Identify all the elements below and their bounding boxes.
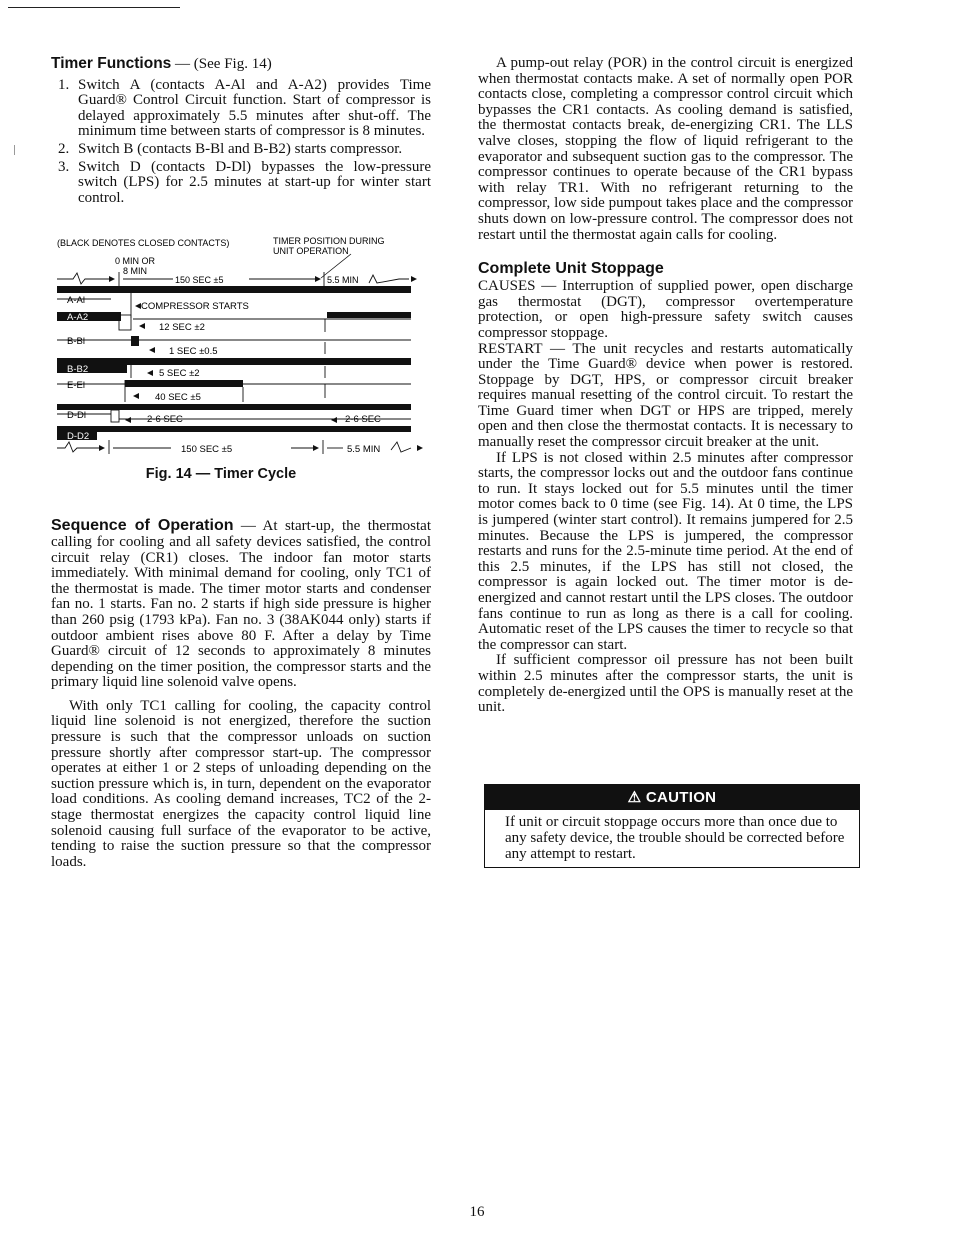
- row-label: B-B2: [67, 364, 89, 376]
- list-text: Switch A (contacts A-Al and A-A2) provides Time Guard® Control Circuit function. Start of compressor is delayed approximately 5.5 minutes after shut-off. The minimum time between starts of compressor is 8 minutes.: [78, 76, 431, 140]
- list-number: 2.: [58, 140, 70, 157]
- caution-text: If unit or circuit stoppage occurs more than once due to any safety device, the trouble should be corrected before any attempt to restart.: [505, 814, 845, 862]
- sequence-para-1: [51, 518, 431, 691]
- contact-bar-closed: [327, 312, 411, 318]
- contact-bar-closed: [57, 404, 411, 410]
- contact-bar-closed: [57, 286, 411, 293]
- arrow-icon: [331, 417, 337, 423]
- arrow-icon: [133, 393, 139, 399]
- contact-bar-closed: [57, 426, 411, 432]
- row-note: 40 SEC ±5: [155, 392, 201, 404]
- arrow-icon: [139, 323, 145, 329]
- bottom-55: 5.5 MIN: [347, 444, 381, 456]
- timer-functions-list: [51, 78, 431, 207]
- note-timer-2: UNIT OPERATION: [273, 246, 349, 257]
- row-note: COMPRESSOR STARTS: [141, 301, 249, 313]
- arrow-icon: [411, 276, 417, 282]
- arrow-icon: [135, 303, 141, 309]
- top-150: 150 SEC ±5: [175, 275, 224, 286]
- right-column: [478, 56, 853, 716]
- oil-paragraph: If sufficient compressor oil pressure has not been built within 2.5 minutes after the compressor starts, the unit is completely de-energized until the OPS is manually reset at the unit.: [478, 652, 853, 716]
- sequence-lead: — At start-up, the thermostat calling for cooling and all safety devices satisfied, the control circuit relay (CR1) closes. The indoor fan motor starts immediately. With minimal demand for cooling, only TC1 of the thermostat is made. The timer motor starts and condenser fan no. 1 starts. Fan no. 2 starts if high side pressure is higher than 260 psig (1793 kPa). Fan no. 3 (38AK044 only) starts if outdoor ambient rises above 80 F. After a delay by Time Guard® circuit of 12 seconds to approximately 8 minutes depending on the timer position, the compressor starts and the primary liquid line solenoid valve opens.: [51, 518, 432, 691]
- restart-paragraph: RESTART — The unit recycles and restarts automatically under the Time Guard® device when power is restored. Stoppage by DGT, HPS, or compressor circuit breaker requires manual resetting of the control circuit. To restart the Time Guard timer when DGT or HPS are tripped, merely open and then close the thermostat contacts. It is necessary to manually reset the compressor circuit breaker at the unit.: [478, 340, 853, 451]
- arrow-icon: [147, 370, 153, 376]
- bottom-break-line: [57, 442, 99, 452]
- row-note: 2-6 SEC: [147, 414, 183, 426]
- row-label: A-A2: [67, 312, 89, 324]
- zero-min-2: 8 MIN: [123, 266, 148, 277]
- row-label: D-Dl: [67, 410, 86, 422]
- lps-paragraph: If LPS is not closed within 2.5 minutes after compressor starts, the compressor locks out and the outdoor fans continue to run. It stays locked out for 5.5 minutes until the timer motor comes back to 0 time (see Fig. 14). At 0 time, the LPS is jumpered (winter start control). It remains jumpered for 2.5 minutes. Because the LPS is jumpered, the compressor restarts and runs for the 2.5-minute time period. At the end of this 2.5 minutes, if the LPS has still not closed, the compressor is again locked out. The timer motor is de-energized and cannot restart until the LPS closes. The outdoor fans continue to run as long as there is a call for cooling. Automatic reset of the LPS causes the timer to recycle so that the compressor can start.: [478, 449, 853, 653]
- zero-min-1: 0 MIN OR: [115, 256, 156, 267]
- pumpout-paragraph: A pump-out relay (POR) in the control circuit is energized when thermostat contacts make. A set of normally open POR contacts close, completing a compressor control circuit which bypasses the CR1 contacts. As cooling demand is satisfied, the thermostat contacts break, de-energizing CR1. The LLS valve closes, stopping the flow of liquid refrigerant to the evaporator and subsequent suction gas to the compressor. The compressor continues to operate because of the CR1 bypass with relay TR1. With no refrigerant returning to the compressor, low side pumpout takes place and the compressor shuts down on low-pressure control. The compressor does not restart until the thermostat again calls for cooling.: [478, 55, 853, 243]
- row-label: B-Bl: [67, 336, 85, 348]
- list-text: Switch D (contacts D-Dl) bypasses the low-pressure switch (LPS) for 2.5 minutes at start-up for winter start control.: [78, 158, 431, 206]
- row-note: 12 SEC ±2: [159, 322, 205, 334]
- timer-cycle-diagram: [51, 220, 431, 460]
- list-text: Switch B (contacts B-Bl and B-B2) starts compressor.: [78, 140, 403, 157]
- causes-paragraph: CAUSES — Interruption of supplied power, open discharge gas thermostat (DGT), compressor overtemperature protection, or open high-pressure safety switch causes compressor stoppage.: [478, 278, 853, 341]
- bottom-150: 150 SEC ±5: [181, 444, 233, 456]
- row-note: 5 SEC ±2: [159, 368, 200, 380]
- sequence-title: Sequence of Operation: [51, 517, 234, 535]
- row-note-2: 2-6 SEC: [345, 414, 381, 426]
- bottom-break-line-2: [391, 442, 411, 452]
- contact-bar-closed: [131, 336, 139, 346]
- top-break-line-2: [369, 275, 409, 283]
- left-column: [51, 56, 431, 870]
- contact-bar-closed: [57, 358, 411, 365]
- caution-title: ⚠ CAUTION: [485, 785, 859, 810]
- top-rule: [8, 7, 180, 8]
- contact-bar-closed: [125, 380, 243, 387]
- list-item: [51, 78, 431, 140]
- arrow-icon: [109, 276, 115, 282]
- contact-step: [111, 410, 119, 422]
- top-break-line: [57, 273, 113, 284]
- row-label: A-Al: [67, 295, 85, 307]
- figure-caption: Fig. 14 — Timer Cycle: [145, 466, 297, 483]
- arrow-icon: [99, 445, 105, 451]
- arrow-icon: [125, 417, 131, 423]
- margin-mark: [14, 145, 15, 155]
- note-timer-1: TIMER POSITION DURING: [273, 236, 385, 247]
- page-number: 16: [469, 1204, 485, 1220]
- list-item: [51, 160, 431, 207]
- sequence-section: [51, 518, 431, 870]
- row-label: D-D2: [67, 431, 90, 443]
- note-black: (BLACK DENOTES CLOSED CONTACTS): [57, 238, 230, 249]
- arrow-icon: [313, 445, 319, 451]
- list-item: [51, 142, 431, 158]
- timer-functions-heading: [51, 56, 431, 73]
- row-label: E-El: [67, 380, 85, 392]
- list-number: 3.: [58, 158, 70, 175]
- arrow-icon: [149, 347, 155, 353]
- stoppage-heading: Complete Unit Stoppage: [478, 260, 664, 278]
- row-note: 1 SEC ±0.5: [169, 346, 218, 358]
- caution-box: [484, 784, 860, 868]
- list-number: 1.: [58, 76, 70, 93]
- arrow-icon: [417, 445, 423, 451]
- timer-functions-title: Timer Functions: [51, 55, 172, 72]
- arrow-icon: [315, 276, 321, 282]
- timer-cycle-figure: [51, 220, 431, 460]
- sequence-para-2: With only TC1 calling for cooling, the capacity control liquid line solenoid is not energized, therefore the suction pressure is such that the compressor unloads on suction pressure shortly after compressor start-up. The compressor operates at either 1 or 2 steps of unloading depending on the suction pressure which is, in turn, dependent on the evaporator load conditions. As cooling demand increases, TC2 of the 2-stage thermostat energizes the capacity control liquid line solenoid causing full surface of the evaporator to be active, tending to raise the suction pressure so that the compressor loads.: [51, 697, 431, 870]
- timer-functions-see: — (See Fig. 14): [171, 56, 272, 72]
- top-55: 5.5 MIN: [327, 275, 359, 286]
